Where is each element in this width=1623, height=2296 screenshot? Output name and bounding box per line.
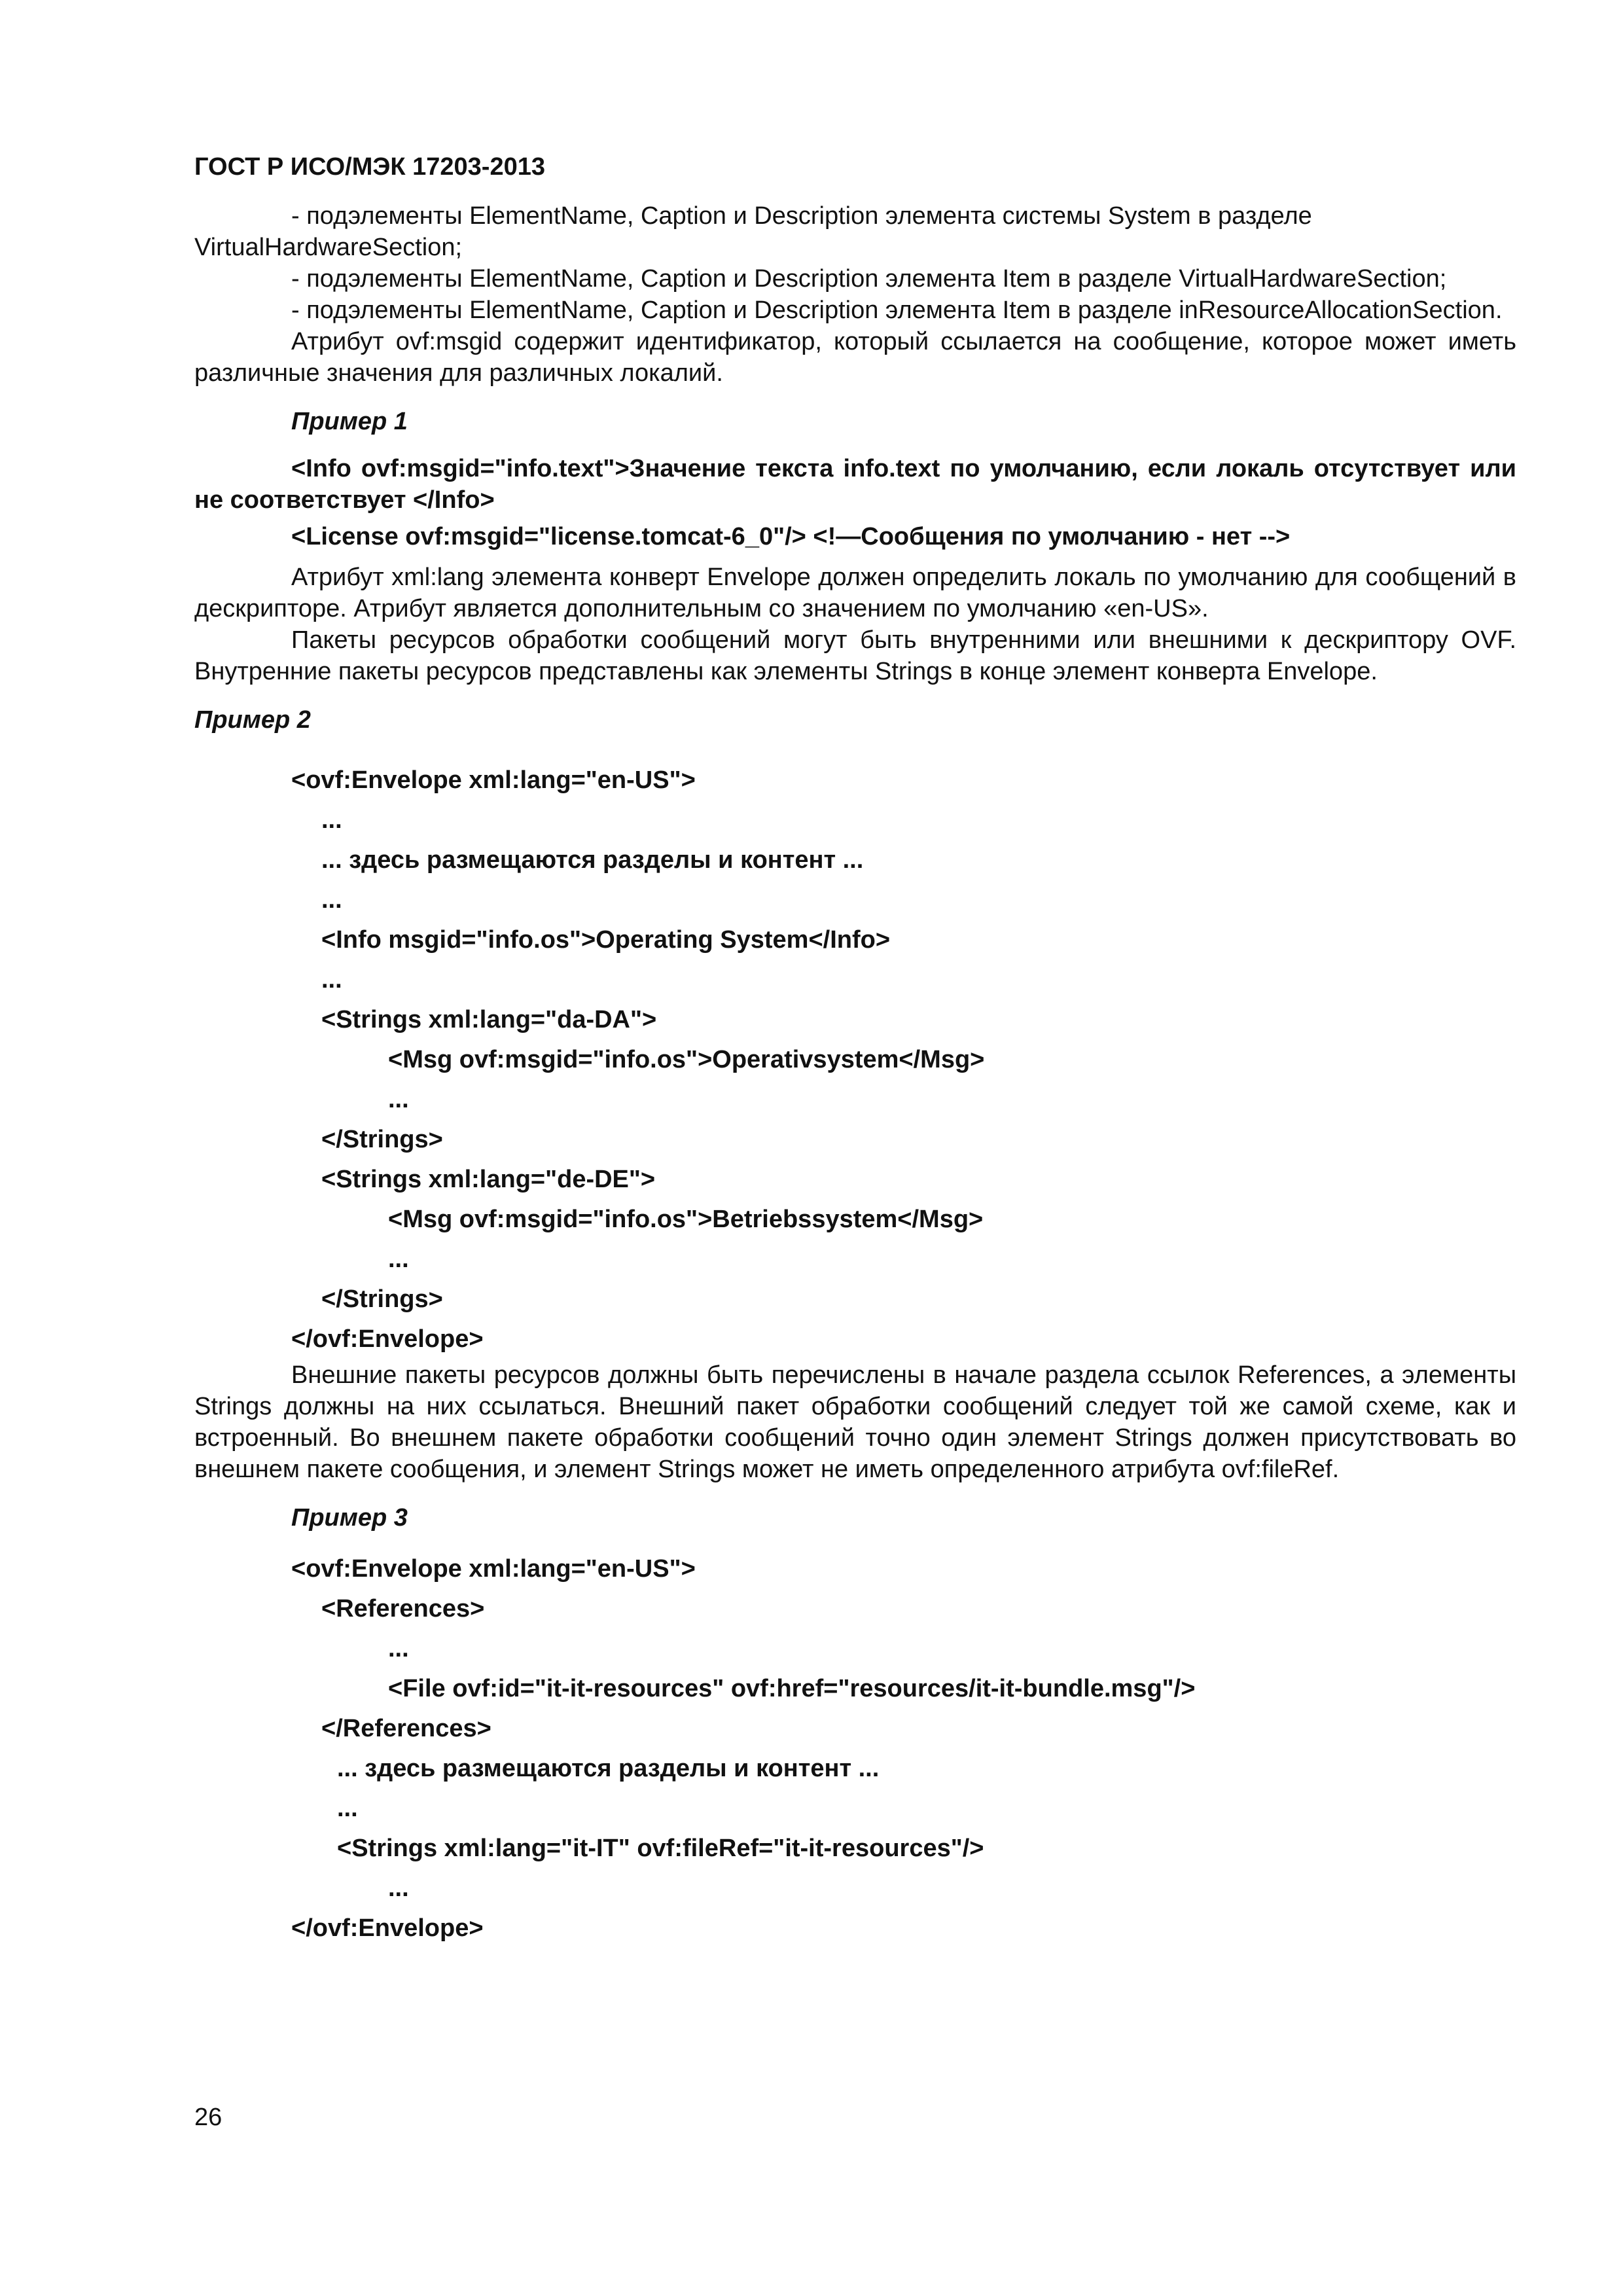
code-line: ... [321,966,342,994]
document-header: ГОСТ Р ИСО/МЭК 17203-2013 [194,153,545,181]
code-line: <ovf:Envelope xml:lang="en-US"> [291,766,696,794]
intro-item-3: - подэлементы ElementName, Caption и Description элемента Item в разделе inResourceAllocationSection. [291,296,1503,324]
intro-item-2: - подэлементы ElementName, Caption и Description элемента Item в разделе VirtualHardwareSection; [291,265,1447,293]
example-1-line-2: <License ovf:msgid="license.tomcat-6_0"/> <!—Сообщения по умолчанию - нет --> [291,523,1291,550]
document-page [194,152,1516,1948]
example-2-code [194,761,1516,1359]
code-line: <ovf:Envelope xml:lang="en-US"> [291,1555,696,1583]
example-1-label: Пример 1 [291,408,408,435]
code-line: <Strings xml:lang="da-DA"> [321,1006,657,1033]
code-line: <File ovf:id="it-it-resources" ovf:href="resources/it-it-bundle.msg"/> [388,1675,1196,1702]
code-line: <Info msgid="info.os">Operating System</Info> [321,926,891,954]
example-3-code [194,1549,1516,1948]
code-line: ... [388,1246,409,1273]
page-number: 26 [194,2104,223,2131]
intro-item-1: - подэлементы ElementName, Caption и Description элемента системы System в разделе VirtualHardwareSection; [194,202,1312,261]
code-line: ... [388,1086,409,1113]
code-line: ... здесь размещаются разделы и контент ... [337,1755,880,1782]
code-line: </References> [321,1715,491,1742]
external-bundles-paragraph: Внешние пакеты ресурсов должны быть перечислены в начале раздела ссылок References, а элементы Strings должны на них ссылаться. Внешний пакет обработки сообщений следует той же самой схеме, как и встроенный. Во внешнем пакете обработки сообщений точно один элемент Strings должен присутствовать во внешнем пакете сообщения, и элемент Strings может не иметь определенного атрибута ovf:fileRef. [194,1361,1516,1483]
code-line: </ovf:Envelope> [291,1325,484,1353]
example-3-label: Пример 3 [291,1504,408,1532]
code-line: ... [388,1874,409,1902]
code-line: <References> [321,1595,485,1623]
code-line: </Strings> [321,1285,443,1313]
code-line: ... здесь размещаются разделы и контент ... [321,846,864,874]
example-1-line-1: <Info ovf:msgid="info.text">Значение текста info.text по умолчанию, если локаль отсутствует или не соответствует </Info> [194,455,1516,514]
code-line: ... [321,886,342,914]
code-line: ... [388,1635,409,1662]
example-2-label: Пример 2 [194,706,311,734]
code-line: <Msg ovf:msgid="info.os">Betriebssystem</Msg> [388,1206,984,1233]
code-line: </ovf:Envelope> [291,1914,484,1942]
msgid-paragraph: Атрибут ovf:msgid содержит идентификатор, который ссылается на сообщение, которое может иметь различные значения для различных локалий. [194,328,1516,387]
code-line: <Strings xml:lang="it-IT" ovf:fileRef="it-it-resources"/> [337,1835,984,1862]
code-line: ... [321,806,342,834]
code-line: ... [337,1795,358,1822]
resource-bundles-paragraph: Пакеты ресурсов обработки сообщений могут быть внутренними или внешними к дескриптору OVF. Внутренние пакеты ресурсов представлены как элементы Strings в конце элемент конверта Envelope. [194,626,1516,685]
code-line: <Msg ovf:msgid="info.os">Operativsystem</Msg> [388,1046,985,1073]
code-line: <Strings xml:lang="de-DE"> [321,1166,656,1193]
code-line: </Strings> [321,1126,443,1153]
xml-lang-paragraph: Атрибут xml:lang элемента конверт Envelope должен определить локаль по умолчанию для сообщений в дескрипторе. Атрибут является дополнительным со значением по умолчанию «en-US». [194,564,1516,622]
